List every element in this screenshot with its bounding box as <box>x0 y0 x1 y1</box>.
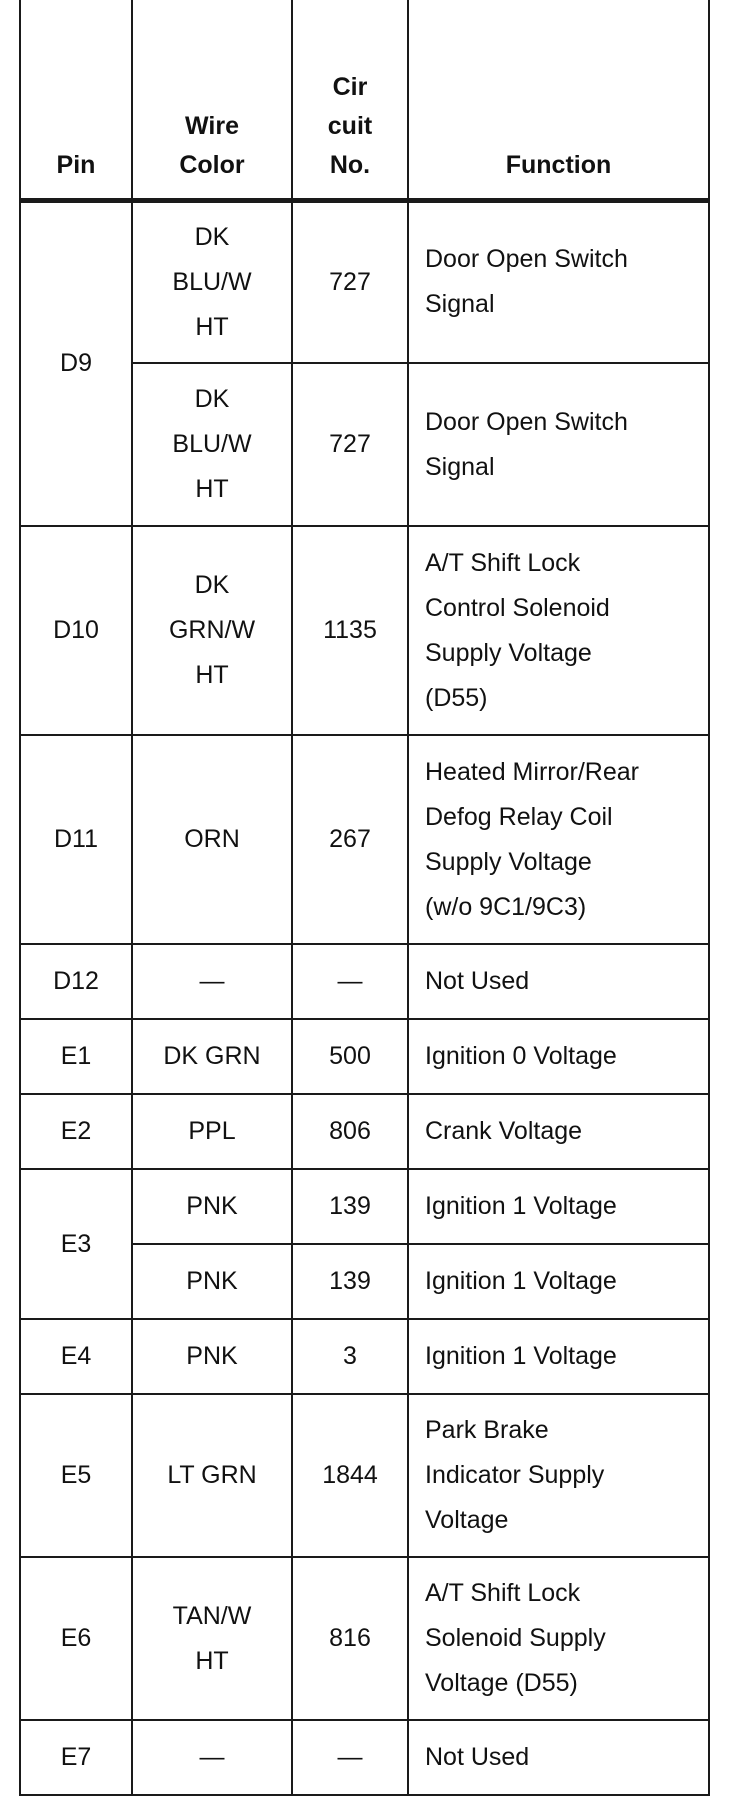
table-row <box>20 526 709 735</box>
circuit-cell: 1844 <box>292 1394 408 1557</box>
function-cell: A/T Shift Lock Solenoid Supply Voltage (D55) <box>408 1557 709 1720</box>
table-row <box>20 1557 709 1720</box>
pin-cell: E2 <box>20 1094 132 1169</box>
circuit-cell: 806 <box>292 1094 408 1169</box>
table-row <box>20 944 709 1019</box>
function-cell: Ignition 1 Voltage <box>408 1319 709 1394</box>
circuit-cell: 3 <box>292 1319 408 1394</box>
wire-color-cell: PNK <box>132 1244 292 1319</box>
wire-color-cell: PPL <box>132 1094 292 1169</box>
function-cell: Door Open Switch Signal <box>408 200 709 363</box>
wire-color-cell: DK BLU/W HT <box>132 200 292 363</box>
table-row <box>20 1319 709 1394</box>
wire-color-cell: TAN/W HT <box>132 1557 292 1720</box>
function-cell: Ignition 0 Voltage <box>408 1019 709 1094</box>
header-pin: Pin <box>20 0 132 200</box>
pin-cell: D9 <box>20 200 132 526</box>
function-cell: Crank Voltage <box>408 1094 709 1169</box>
table-row <box>20 1720 709 1795</box>
wire-color-cell: — <box>132 944 292 1019</box>
function-cell: A/T Shift Lock Control Solenoid Supply Voltage (D55) <box>408 526 709 735</box>
function-cell: Not Used <box>408 1720 709 1795</box>
function-cell: Not Used <box>408 944 709 1019</box>
pin-cell: D10 <box>20 526 132 735</box>
header-wire-color: Wire Color <box>132 0 292 200</box>
circuit-cell: 500 <box>292 1019 408 1094</box>
table-row <box>20 1169 709 1244</box>
wire-color-cell: DK GRN <box>132 1019 292 1094</box>
wire-color-cell: DK GRN/W HT <box>132 526 292 735</box>
header-function: Function <box>408 0 709 200</box>
table-row <box>20 200 709 363</box>
wire-color-cell: — <box>132 1720 292 1795</box>
pin-cell: D12 <box>20 944 132 1019</box>
pin-cell: E4 <box>20 1319 132 1394</box>
circuit-cell: 816 <box>292 1557 408 1720</box>
table-row <box>20 1094 709 1169</box>
circuit-cell: 267 <box>292 735 408 944</box>
function-cell: Ignition 1 Voltage <box>408 1244 709 1319</box>
wire-color-cell: PNK <box>132 1319 292 1394</box>
wire-color-cell: LT GRN <box>132 1394 292 1557</box>
wire-color-cell: ORN <box>132 735 292 944</box>
pin-cell: E6 <box>20 1557 132 1720</box>
table-row <box>20 1019 709 1094</box>
function-cell: Heated Mirror/Rear Defog Relay Coil Supply Voltage (w/o 9C1/9C3) <box>408 735 709 944</box>
pin-cell: E3 <box>20 1169 132 1319</box>
table-row <box>20 735 709 944</box>
pin-cell: D11 <box>20 735 132 944</box>
wire-color-cell: DK BLU/W HT <box>132 363 292 526</box>
pin-cell: E5 <box>20 1394 132 1557</box>
circuit-cell: 1135 <box>292 526 408 735</box>
circuit-cell: 139 <box>292 1244 408 1319</box>
header-circuit-no: Cir cuit No. <box>292 0 408 200</box>
circuit-cell: 727 <box>292 200 408 363</box>
connector-pinout-table <box>19 0 710 1796</box>
pin-cell: E1 <box>20 1019 132 1094</box>
wire-color-cell: PNK <box>132 1169 292 1244</box>
circuit-cell: 727 <box>292 363 408 526</box>
table-header <box>20 0 709 200</box>
function-cell: Park Brake Indicator Supply Voltage <box>408 1394 709 1557</box>
function-cell: Door Open Switch Signal <box>408 363 709 526</box>
circuit-cell: — <box>292 1720 408 1795</box>
circuit-cell: — <box>292 944 408 1019</box>
table-body <box>20 200 709 1795</box>
connector-pinout-table-wrap <box>19 0 708 1796</box>
pin-cell: E7 <box>20 1720 132 1795</box>
circuit-cell: 139 <box>292 1169 408 1244</box>
table-row <box>20 1394 709 1557</box>
function-cell: Ignition 1 Voltage <box>408 1169 709 1244</box>
